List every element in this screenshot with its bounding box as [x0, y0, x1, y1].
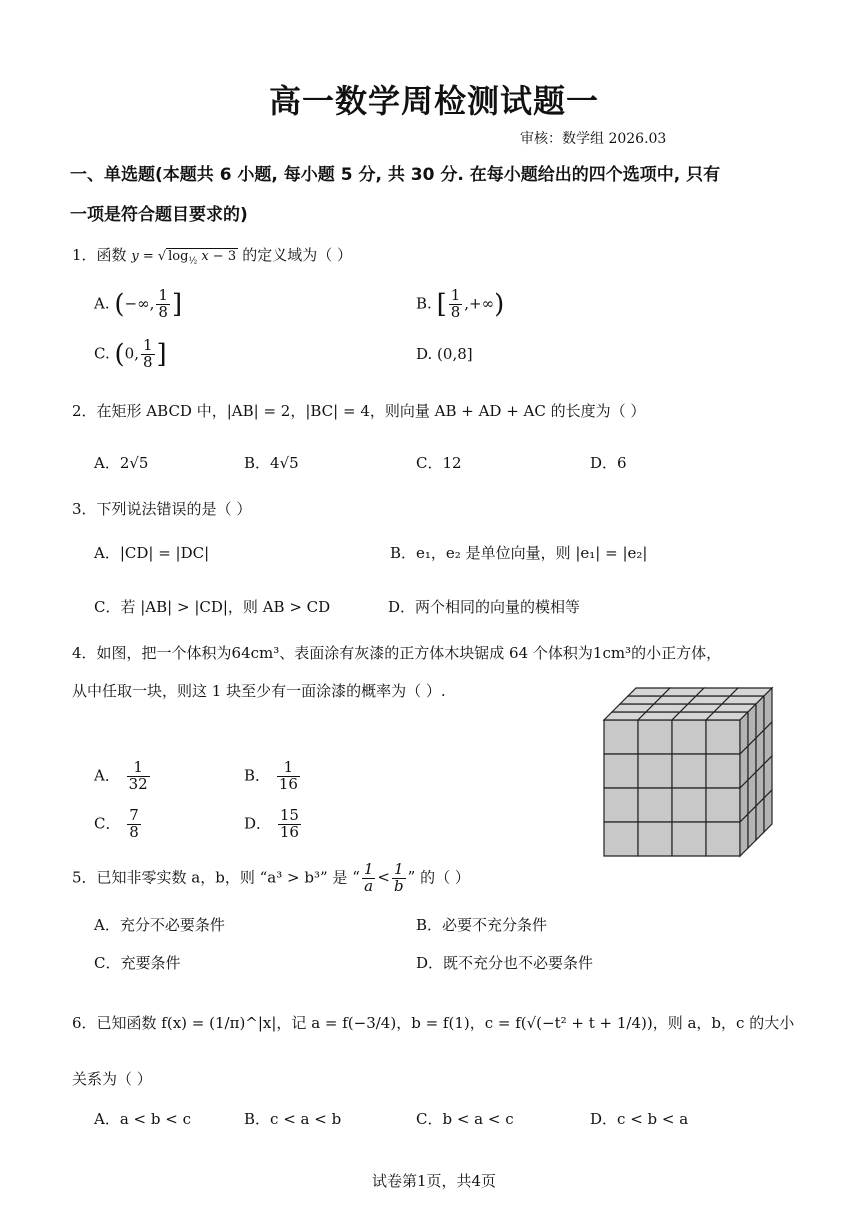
q6-option-d: D．c < b < a [590, 1110, 689, 1128]
q5-option-c: C．充要条件 [94, 954, 181, 972]
q1-option-c: C. (0, $\frac{1}{8}$ ] [94, 336, 167, 371]
q3-option-c: C．若 |AB| > |CD|，则 AB > CD [94, 598, 331, 616]
cube-cell [672, 822, 706, 856]
q1-suffix: 的定义域为（ ） [242, 246, 353, 264]
q6-option-b: B．c < a < b [244, 1110, 342, 1128]
q4-option-c [94, 808, 143, 841]
option-label: C. [94, 344, 110, 363]
cube-cell [604, 822, 638, 856]
cube-cell [638, 754, 672, 788]
cube-cell [748, 806, 756, 848]
q1-function: y = √ $\log_{\frac{1}{2}} x - 3$ [131, 249, 237, 267]
q4-option-b [244, 760, 302, 793]
numerator: 1 [127, 760, 150, 777]
q5-stem [72, 862, 470, 895]
denominator: 16 [279, 822, 299, 841]
option-label: D. [416, 345, 433, 363]
q2-option-a: A．2√5 [94, 454, 149, 472]
q3-option-a: A．|CD| = |DC| [94, 544, 210, 562]
cube-cell [672, 720, 706, 754]
q6-stem: 6．已知函数 f(x) = (1/π)^|x|，记 a = f(−3/4)，b = f(1)，c = f(√(−t² + t + 1/4))，则 a，b，c 的大小 [72, 1014, 795, 1032]
q1-option-b: B. [ $\frac{1}{8}$ ,+∞) [416, 286, 505, 321]
q6-option-a: A．a < b < c [94, 1110, 191, 1128]
q3-option-b: B．e₁，e₂ 是单位向量，则 |e₁| = |e₂| [390, 544, 648, 562]
cube-cell [638, 720, 672, 754]
option-label: C． [94, 814, 121, 833]
page-footer: 试卷第1页，共4页 [371, 1172, 497, 1190]
numerator: 15 [279, 806, 299, 824]
cube-cell [706, 720, 740, 754]
q4-option-a [94, 760, 152, 793]
cube-cell [604, 788, 638, 822]
numerator: 7 [129, 806, 139, 824]
q1-prefix: 1．函数 [72, 246, 127, 264]
cube-cell [672, 788, 706, 822]
option-label: D． [244, 814, 272, 833]
page-title: 高一数学周检测试题一 [268, 82, 599, 120]
q4-stem-line1: 4．如图，把一个体积为64cm³、表面涂有灰漆的正方体木块锯成 64 个体积为1cm³的小正方体， [72, 644, 722, 662]
q1-stem [72, 244, 352, 267]
cube-figure [600, 684, 812, 859]
q6-stem-line2: 关系为（ ） [72, 1070, 152, 1088]
q4-stem-line2: 从中任取一块，则这 1 块至少有一面涂漆的概率为（ ）. [72, 682, 446, 700]
q5-option-d: D．既不充分也不必要条件 [416, 954, 594, 972]
q5-option-a: A．充分不必要条件 [94, 916, 225, 934]
q5-stem-post: 的（ ） [420, 868, 470, 887]
option-label: A． [94, 766, 120, 785]
option-label: A. [94, 294, 110, 313]
option-label: B. [416, 294, 432, 313]
cube-cell [706, 822, 740, 856]
option-label: B． [244, 766, 271, 785]
q2-option-b: B．4√5 [244, 454, 299, 472]
q5-option-b: B．必要不充分条件 [416, 916, 548, 934]
denominator: 16 [278, 774, 298, 793]
numerator: 1 [277, 760, 300, 777]
q2-stem: 2．在矩形 ABCD 中，|AB| = 2，|BC| = 4，则向量 AB + AD + AC 的长度为（ ） [72, 402, 646, 420]
q2-option-c: C．12 [416, 454, 462, 472]
q3-option-d: D．两个相同的向量的模相等 [388, 598, 581, 616]
q4-option-d [244, 808, 303, 841]
cube-cell [764, 790, 772, 832]
cube-cell [740, 814, 748, 856]
cube-cell [638, 788, 672, 822]
cube-cell [706, 754, 740, 788]
q6-option-c: C．b < a < c [416, 1110, 514, 1128]
option-value: (0,8] [437, 345, 473, 363]
q2-option-d: D．6 [590, 454, 627, 472]
section-header-line1: 一、单选题(本题共 6 小题, 每小题 5 分, 共 30 分. 在每小题给出的四个选项中, 只有 [70, 165, 721, 185]
q5-stem-pre: 5．已知非零实数 a，b，则 “a³ > b³” 是 [72, 868, 348, 887]
cube-cell [638, 822, 672, 856]
q3-stem: 3．下列说法错误的是（ ） [72, 500, 252, 518]
denominator: 8 [129, 822, 139, 841]
reviewer-info: 审核：数学组 2026.03 [520, 131, 667, 147]
q5-condition: “ $\frac{1}{a}$ < $\frac{1}{b}$ ” [352, 860, 416, 895]
cube-cell [604, 720, 638, 754]
section-header-line2: 一项是符合题目要求的) [70, 205, 248, 225]
cube-cell [706, 788, 740, 822]
cube-cell [756, 798, 764, 840]
cube-cell [604, 754, 638, 788]
denominator: 32 [128, 774, 148, 793]
cube-cell [672, 754, 706, 788]
q1-option-a: A. (−∞, $\frac{1}{8}$ ] [94, 286, 183, 321]
q1-option-d [416, 345, 473, 363]
